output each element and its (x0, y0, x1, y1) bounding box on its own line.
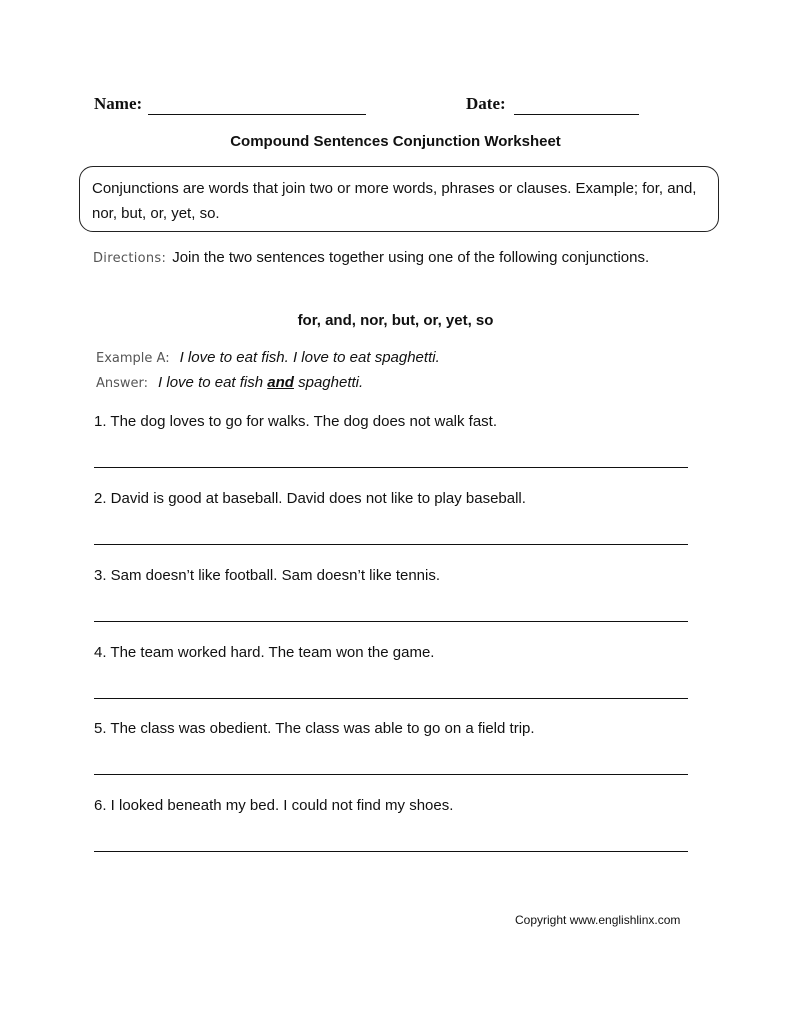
answer-before: I love to eat fish (158, 374, 264, 391)
directions-label: Directions: (93, 251, 167, 266)
answer-line-6[interactable] (94, 851, 688, 852)
question-6: 6. I looked beneath my bed. I could not find my shoes. (94, 797, 454, 814)
question-3: 3. Sam doesn’t like football. Sam doesn’t like tennis. (94, 567, 441, 584)
question-5: 5. The class was obedient. The class was able to go on a field trip. (94, 720, 535, 737)
definition-box (79, 166, 719, 232)
answer-line-3[interactable] (94, 621, 688, 622)
answer-label: Answer: (96, 376, 149, 391)
answer-line-4[interactable] (94, 698, 688, 699)
header-row (94, 92, 654, 118)
directions (93, 245, 673, 272)
answer-conjunction: and (267, 374, 294, 391)
date-blank[interactable] (514, 114, 639, 115)
example-text: I love to eat fish. I love to eat spaghetti. (179, 349, 440, 366)
definition-text: Conjunctions are words that join two or more words, phrases or clauses. Example; for, and, nor, but, or, yet, so. (92, 180, 697, 222)
name-label: Name: (94, 94, 143, 113)
directions-text: Join the two sentences together using one of the following conjunctions. (172, 249, 650, 266)
example-row (96, 349, 440, 366)
copyright: Copyright www.englishlinx.com (515, 913, 681, 927)
answer-line-1[interactable] (94, 467, 688, 468)
worksheet-title: Compound Sentences Conjunction Worksheet (230, 133, 561, 150)
answer-after: spaghetti. (298, 374, 364, 391)
example-label: Example A: (96, 351, 170, 366)
date-label: Date: (466, 94, 506, 113)
name-blank[interactable] (148, 114, 366, 115)
answer-line-5[interactable] (94, 774, 688, 775)
conjunction-list: for, and, nor, but, or, yet, so (297, 312, 494, 329)
question-4: 4. The team worked hard. The team won the game. (94, 644, 435, 661)
question-1: 1. The dog loves to go for walks. The dog does not walk fast. (94, 413, 498, 430)
question-2: 2. David is good at baseball. David does not like to play baseball. (94, 490, 526, 507)
answer-line-2[interactable] (94, 544, 688, 545)
answer-row (96, 374, 363, 391)
